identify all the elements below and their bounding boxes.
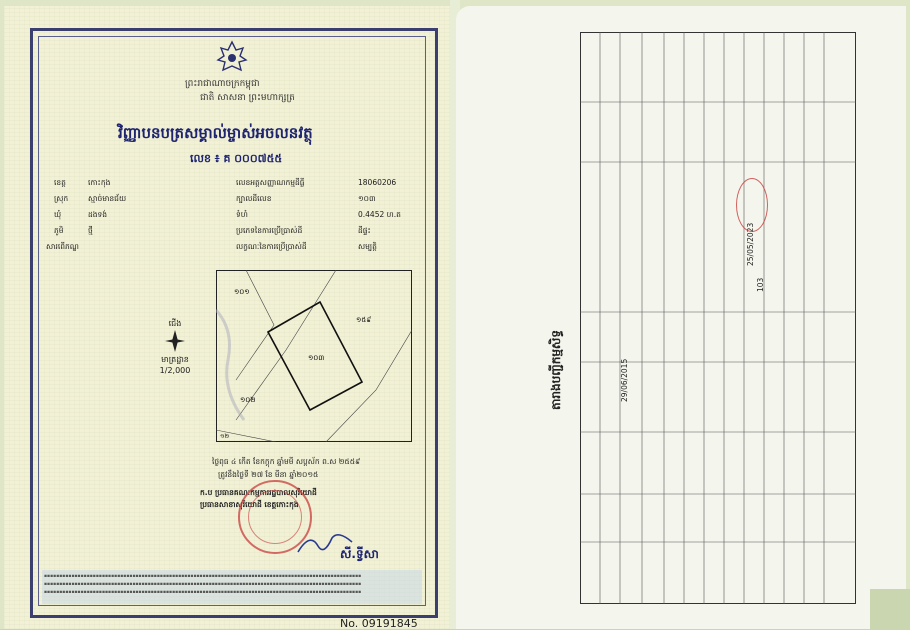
map-parcel-label: ១០៣ xyxy=(308,354,325,362)
legal-note-line: ▪▪▪▪▪▪▪▪▪▪▪▪▪▪▪▪▪▪▪▪▪▪▪▪▪▪▪▪▪▪▪▪▪▪▪▪▪▪▪▪▪▪▪▪▪▪▪▪▪▪▪▪▪▪▪▪▪▪▪▪▪▪▪▪▪▪▪▪▪▪▪▪▪▪▪▪▪▪▪▪▪▪▪▪▪▪▪▪▪▪▪▪▪▪▪▪▪▪▪▪▪▪▪▪ xyxy=(44,574,362,579)
map-parcel-label: ១០១ xyxy=(234,288,250,296)
serial-number: No. 09191845 xyxy=(340,617,418,630)
field-row xyxy=(46,226,416,240)
motto-header: ជាតិ សាសនា ព្រះមហាក្សត្រ xyxy=(200,93,295,103)
date-line: ត្រូវនឹងថ្ងៃទី ២៧ ខែ មីនា ឆ្នាំ២០១៥ xyxy=(218,470,319,479)
field-value: ដីផ្ទះ xyxy=(358,226,371,235)
field-label: ស្រុក xyxy=(54,194,69,203)
field-label: សារពើភណ្ឌ xyxy=(46,242,79,251)
compass-north-label: ជើង xyxy=(168,319,182,328)
field-value: ដងទង់ xyxy=(88,210,108,219)
field-value: ស្មាច់មានជ័យ xyxy=(88,194,127,203)
map-parcel-label: ១៥៩ xyxy=(356,316,372,324)
map-parcel-label: ១២ xyxy=(220,433,230,440)
field-label: លេខអត្តសញ្ញាណកម្មដីធ្លី xyxy=(236,178,305,187)
kingdom-header: ព្រះរាជាណាចក្រកម្ពុជា xyxy=(185,79,260,89)
scale-value: 1/2,000 xyxy=(159,366,191,375)
compass-icon xyxy=(165,330,185,352)
registry-table xyxy=(580,32,856,604)
field-value: 18060206 xyxy=(358,178,397,187)
field-label: ខេត្ត xyxy=(54,178,66,187)
field-value: ១០៣ xyxy=(358,194,376,203)
field-label: លក្ខណៈនៃការប្រើប្រាស់ដី xyxy=(236,242,307,251)
field-value: ថ្មី xyxy=(88,226,93,235)
registry-number: 103 xyxy=(756,277,765,292)
registry-stamp xyxy=(736,178,768,232)
signatory-name: សី.ទ្វីសា xyxy=(340,547,379,561)
parcel-map xyxy=(216,270,412,442)
certificate-title: វិញ្ញាបនបត្រសម្គាល់ម្ចាស់អចលនវត្ថុ xyxy=(118,124,313,142)
ministry-line: ក.ប ប្រធានគណៈកម្មការរដ្ឋបាលសុរិយោដី xyxy=(200,488,317,497)
field-label: ទំហំ xyxy=(236,210,248,219)
legal-note-line: ▪▪▪▪▪▪▪▪▪▪▪▪▪▪▪▪▪▪▪▪▪▪▪▪▪▪▪▪▪▪▪▪▪▪▪▪▪▪▪▪▪▪▪▪▪▪▪▪▪▪▪▪▪▪▪▪▪▪▪▪▪▪▪▪▪▪▪▪▪▪▪▪▪▪▪▪▪▪▪▪▪▪▪▪▪▪▪▪▪▪▪▪▪▪▪▪▪▪▪▪▪▪▪▪ xyxy=(44,582,362,587)
field-value: សម្បត្តិ xyxy=(358,242,377,251)
field-row xyxy=(46,194,416,208)
field-row xyxy=(46,242,416,256)
ministry-line: ប្រធានសាខាសុរិយោដី ខេត្តកោះកុង xyxy=(200,500,299,509)
field-label: ឃុំ xyxy=(54,210,62,219)
field-label: ក្បាលដីលេខ xyxy=(236,194,272,203)
registry-date: 29/06/2015 xyxy=(620,358,629,402)
scale-label: មាត្រដ្ឋាន xyxy=(161,355,189,364)
registry-date: 25/05/2023 xyxy=(746,222,755,266)
royal-emblem-icon xyxy=(215,40,249,74)
registry-title: តារាងបញ្ជីកម្មសិទ្ធ xyxy=(549,330,563,410)
legal-note-line: ▪▪▪▪▪▪▪▪▪▪▪▪▪▪▪▪▪▪▪▪▪▪▪▪▪▪▪▪▪▪▪▪▪▪▪▪▪▪▪▪▪▪▪▪▪▪▪▪▪▪▪▪▪▪▪▪▪▪▪▪▪▪▪▪▪▪▪▪▪▪▪▪▪▪▪▪▪▪▪▪▪▪▪▪▪▪▪▪▪▪▪▪▪▪▪▪▪▪▪▪▪▪▪▪ xyxy=(44,590,362,595)
field-value: កោះកុង xyxy=(88,178,111,187)
photo-corner xyxy=(870,589,910,629)
field-row xyxy=(46,210,416,224)
compass xyxy=(155,318,195,375)
map-parcel-label: ១០២ xyxy=(240,396,256,404)
field-row xyxy=(46,178,416,192)
date-line: ថ្ងៃពុធ ៤ កើត ខែកក្តុក ឆ្នាំមមី សប្តស័ក ព.ស ២៥៥៩ xyxy=(212,457,361,466)
field-label: ប្រភេទនៃការប្រើប្រាស់ដី xyxy=(236,226,303,235)
certificate-number: លេខ ៖ គ ០០០៧៥៥ xyxy=(190,152,283,165)
field-value: 0.4452 ហ.ត xyxy=(358,210,401,219)
field-label: ភូមិ xyxy=(54,226,64,235)
